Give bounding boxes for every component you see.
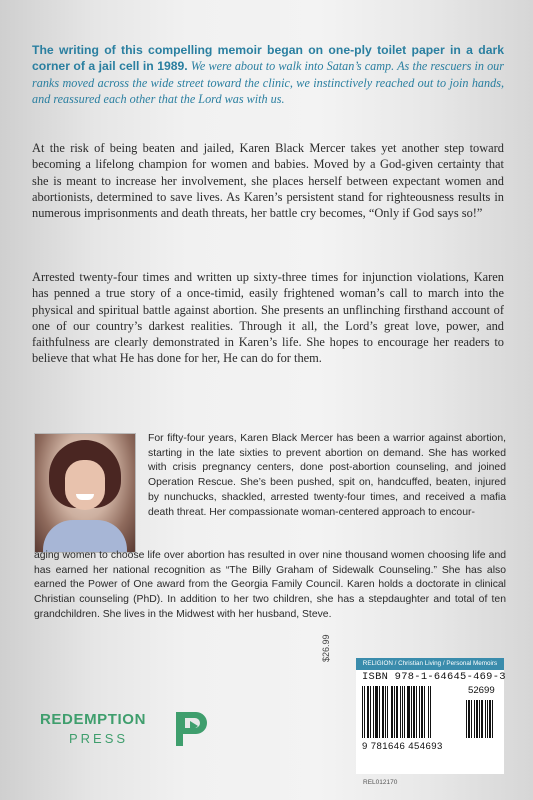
author-bio-bottom: aging women to choose life over abortion has resulted in over nine thousand women choosing life and has earned her national recognition as “The Billy Graham of Sidewalk Counseling.” She has also earned the Power of One award from the Georgia Family Council. Karen holds a doctorate in clinical Christian counseling (PhD). In addition to her two children, she has a stepdaughter and total of ten grandchildren. She lives in the Midwest with her husband, Steve. — [34, 550, 506, 620]
addon-barcode — [466, 700, 502, 738]
publisher-logo-line2: PRESS — [69, 731, 129, 746]
barcode-stripe — [492, 700, 493, 738]
description-paragraph-2: Arrested twenty-four times and written up sixty-three times for injunction violations, Karen has penned a true story of a once-timid, easily frightened woman’s call to march into the physical and spiritual battle against abortion. She presents an unflinching firsthand account of one of our country’s darkest realities. Through it all, the Lord’s great love, power, and faithfulness are clearly demonstrated in Karen’s life. She hopes to encourage her readers to believe that what He has done for her, He can do for them. — [32, 270, 504, 366]
price-addon-number: 52699 — [468, 685, 495, 696]
intro-bold-text: The writing of this compelling memoir began on one-ply toilet paper in a dark corner of a jail cell in 1989. — [32, 43, 504, 74]
ean-barcode — [362, 686, 458, 738]
price-label: $26.99 — [321, 634, 331, 662]
intro-italic-text: We were about to walk into Satan’s camp. As the rescuers in our ranks moved across the wide street toward the clinic, we instinctively reached out to join hands, and reassured each other that the Lord was with us. — [32, 59, 505, 107]
publisher-logo-icon — [172, 708, 212, 748]
product-code: REL012170 — [363, 779, 398, 786]
barcode-number: 9 781646 454693 — [362, 741, 443, 752]
description-paragraph-1: At the risk of being beaten and jailed, Karen Black Mercer takes yet another step toward becoming a lifelong champion for women and babies. Moved by a God-given certainty that she is meant to increase her involvement, she places herself between expectant women and abortionists, determined to save lives. As Karen’s persistent stand for righteousness results in numerous imprisonments and death threats, her battle cry becomes, “Only if God says so!” — [32, 141, 504, 221]
intro-quote — [32, 42, 504, 108]
author-photo — [34, 433, 136, 553]
isbn-label: ISBN 978-1-64645-469-3 — [362, 671, 506, 683]
barcode-stripe — [430, 686, 431, 738]
publisher-logo-line1: REDEMPTION — [40, 711, 147, 728]
category-bar: RELIGION / Christian Living / Personal Memoirs — [356, 658, 504, 670]
author-bio-top: For fifty-four years, Karen Black Mercer has been a warrior against abortion, starting in the late sixties to prevent abortion on demand. She has worked with crisis pregnancy centers, done post-abortion counseling, and joined Operation Rescue. She’s been pushed, spit on, handcuffed, beaten, injured by nunchucks, shackled, arrested twenty-four times, and received a mafia death threat. Her compassionate woman-centered approach to encour- — [148, 433, 506, 518]
